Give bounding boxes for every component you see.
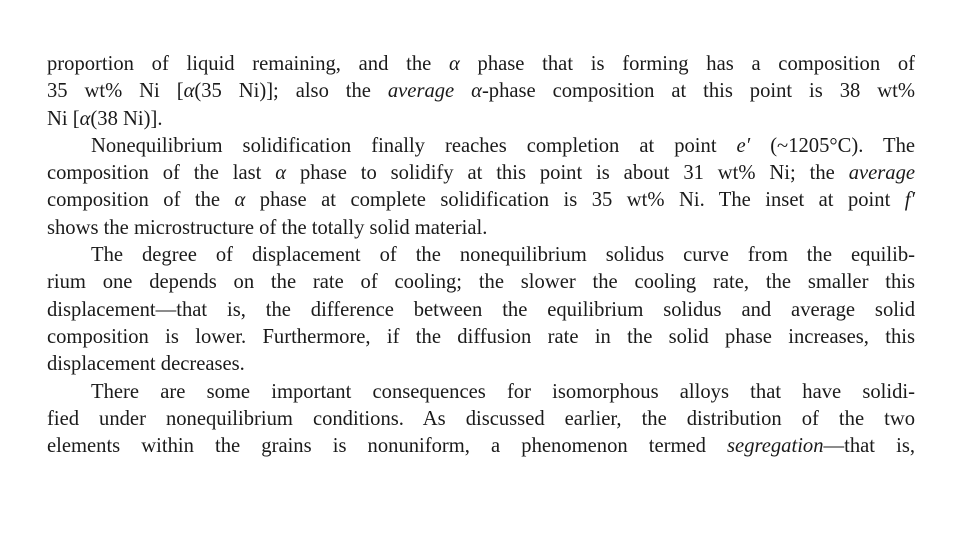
text-segment: 35 wt% Ni [ [47,80,184,103]
text-line [47,379,915,406]
italic-text: average [387,80,455,103]
text-segment: -phase composition at this point is 38 wt% [481,80,915,103]
text-line [47,187,915,214]
text-segment: phase that is forming has a composition of [459,53,916,75]
italic-text: average [848,162,916,185]
text-segment: displacement—that is, the difference between the equilibrium solidus and average solid [47,298,915,321]
text-segment: (35 Ni)]; also the [194,80,388,103]
italic-text: f′ [904,189,915,212]
text-segment: shows the microstructure of the totally solid material. [47,216,488,239]
text-line [47,160,915,187]
text-line [47,324,915,351]
italic-text: α [234,189,246,212]
text-line [47,51,915,78]
italic-text: α [471,80,482,103]
paragraph [47,379,915,461]
text-segment: (38 Ni)]. [90,107,163,130]
text-segment: composition of the last [47,162,276,185]
text-segment: proportion of liquid remaining, and the [47,53,450,75]
italic-text: segregation [727,435,824,458]
text-line [47,297,915,324]
text-segment: —that is, [823,435,915,458]
paragraph [47,242,915,378]
text-segment: Ni [ [47,107,80,130]
text-segment: rium one depends on the rate of cooling; the slower the cooling rate, the smaller this [47,271,915,294]
text-line [47,269,915,296]
text-segment: phase to solidify at this point is about 31 wt% Ni; the [286,162,849,185]
text-line [47,106,915,133]
body-text [47,51,915,460]
text-line [47,351,915,378]
text-segment: composition of the [47,189,235,212]
paragraph [47,133,915,242]
text-segment: elements within the grains is nonuniform, a phenomenon termed [47,435,728,458]
italic-text: α [449,53,460,75]
text-line [47,406,915,433]
text-segment: fied under nonequilibrium conditions. As discussed earlier, the distribution of the two [47,407,915,430]
text-line [47,133,915,160]
text-segment: displacement decreases. [47,353,245,376]
italic-text: α [183,80,195,103]
text-segment: Nonequilibrium solidification finally reaches completion at point [91,134,737,157]
paragraph [47,51,915,133]
text-segment: composition is lower. Furthermore, if the diffusion rate in the solid phase increases, this [47,325,915,348]
text-segment: The degree of displacement of the nonequilibrium solidus curve from the equilib- [91,244,915,267]
text-segment: There are some important consequences for isomorphous alloys that have solidi- [91,380,915,403]
text-segment: (~1205°C). The [750,134,916,157]
text-line [47,242,915,269]
italic-text: α [275,162,287,185]
text-segment [454,80,471,102]
text-line [47,78,915,105]
text-segment: phase at complete solidification is 35 wt% Ni. The inset at point [245,189,905,212]
italic-text: α [79,107,91,130]
italic-text: e′ [736,134,751,157]
text-line [47,215,915,242]
text-line [47,433,915,460]
